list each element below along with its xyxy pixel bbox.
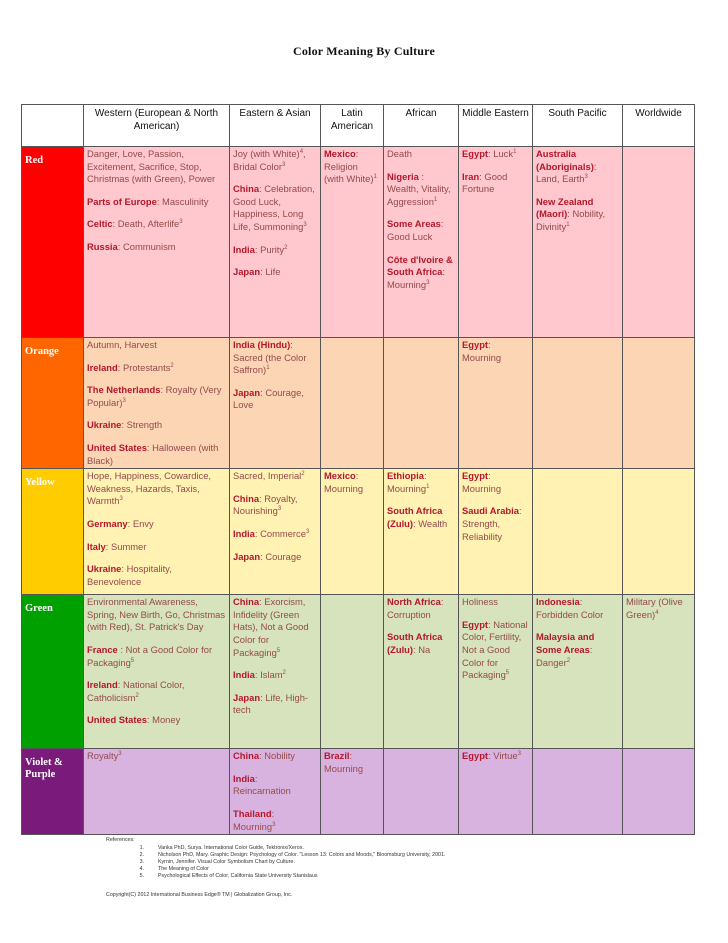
- meaning-text: : Strength, Reliability: [462, 505, 522, 542]
- reference-superscript: 1: [426, 483, 430, 490]
- meaning-text: : Envy: [127, 517, 154, 529]
- region-name: China: [233, 750, 260, 762]
- reference-superscript: 1: [373, 174, 377, 181]
- meaning-text: : Strength: [121, 419, 163, 431]
- region-name: Iran: [462, 170, 480, 182]
- color-label-cell: Orange: [22, 338, 84, 469]
- region-name: North Africa: [387, 596, 441, 608]
- meaning-text: : Nobility, Divinity: [536, 208, 606, 232]
- header-cell-eastern: Eastern & Asian: [230, 105, 321, 147]
- meaning-paragraph: [87, 419, 226, 432]
- meaning-cell: [459, 469, 533, 595]
- reference-superscript: 3: [118, 751, 122, 758]
- meaning-text: Joy (with White): [233, 148, 300, 159]
- meaning-paragraph: [87, 470, 226, 508]
- meaning-paragraph: [536, 148, 619, 186]
- meaning-paragraph: [87, 644, 226, 669]
- meaning-paragraph: [387, 254, 455, 292]
- meaning-text: Sacred, Imperial: [233, 470, 302, 482]
- meaning-paragraph: [233, 183, 317, 233]
- reference-superscript: 1: [513, 149, 517, 155]
- reference-superscript: 3: [277, 506, 282, 513]
- meaning-paragraph: [87, 362, 226, 375]
- reference-superscript: 1: [266, 365, 270, 372]
- meaning-cell: [533, 338, 623, 469]
- meaning-paragraph: [536, 196, 619, 234]
- reference-item: [106, 845, 445, 852]
- meaning-cell: [84, 469, 230, 595]
- reference-item: [106, 859, 445, 866]
- meaning-cell: [459, 338, 533, 469]
- meaning-paragraph: [626, 596, 691, 621]
- meaning-cell: [230, 749, 321, 835]
- meaning-cell: [321, 147, 384, 338]
- meaning-paragraph: [462, 750, 529, 763]
- meaning-paragraph: [233, 773, 317, 798]
- meaning-paragraph: [536, 631, 619, 669]
- region-name: India: [233, 772, 255, 784]
- region-name: India (Hindu): [233, 339, 291, 350]
- meaning-text: : Islam: [254, 669, 283, 681]
- region-name: France: [87, 643, 118, 655]
- reference-superscript: 2: [284, 244, 288, 251]
- region-name: Parts of Europe: [87, 195, 157, 207]
- reference-superscript: 2: [135, 692, 139, 699]
- region-name: China: [233, 492, 260, 504]
- region-name: Some Areas: [387, 218, 441, 230]
- meaning-paragraph: [387, 171, 455, 209]
- meaning-cell: [533, 469, 623, 595]
- reference-superscript: 3: [281, 161, 286, 168]
- region-name: China: [233, 596, 260, 608]
- region-name: South Africa (Zulu): [387, 505, 443, 529]
- meaning-paragraph: [233, 669, 317, 682]
- meaning-paragraph: [324, 148, 380, 186]
- meaning-paragraph: [87, 339, 226, 352]
- meaning-cell: [459, 147, 533, 338]
- meaning-cell: [84, 338, 230, 469]
- header-cell-latin: Latin American: [321, 105, 384, 147]
- color-label-cell: Yellow: [22, 469, 84, 595]
- meaning-text: Death: [387, 148, 413, 159]
- meaning-cell: [84, 595, 230, 749]
- meaning-text: : Reincarnation: [233, 772, 291, 797]
- reference-superscript: 3: [305, 528, 310, 535]
- reference-superscript: 3: [122, 397, 126, 404]
- region-name: Russia: [87, 240, 118, 252]
- meaning-text: : Courage, Love: [233, 386, 304, 411]
- meaning-paragraph: [87, 241, 226, 254]
- meaning-text: : Mourning: [324, 750, 364, 774]
- reference-text: Vanka PhD, Surya. International Color Guide, Tektronix/Xerox.: [158, 844, 304, 851]
- meaning-paragraph: [233, 339, 317, 377]
- table-row: [22, 469, 695, 595]
- meaning-text: : Sacred (the Color Saffron): [233, 339, 307, 376]
- meaning-cell: [533, 147, 623, 338]
- meaning-paragraph: [87, 196, 226, 209]
- header-row: [22, 105, 695, 147]
- header-cell-south-pacific: South Pacific: [533, 105, 623, 147]
- region-name: Celtic: [87, 218, 113, 230]
- meaning-cell: [623, 338, 695, 469]
- references-heading: References:: [106, 837, 135, 843]
- region-name: Germany: [87, 517, 128, 529]
- meaning-paragraph: [233, 808, 317, 833]
- meaning-text: : Protestants: [117, 361, 171, 373]
- meaning-paragraph: [87, 442, 226, 467]
- meaning-paragraph: [87, 596, 226, 634]
- reference-number: 5.: [139, 872, 144, 879]
- meaning-cell: [321, 338, 384, 469]
- meaning-paragraph: [87, 148, 226, 186]
- meaning-text: : Commerce: [254, 527, 306, 539]
- meaning-cell: [533, 595, 623, 749]
- reference-text: Nicholson PhD, Mary. Graphic Design: Psychology of Color. "Lesson 13: Colors and Moods," Bloomsburg University, 2001.: [158, 851, 446, 858]
- meaning-paragraph: [87, 563, 226, 588]
- meaning-paragraph: [536, 596, 619, 621]
- meaning-text: : Good Luck: [387, 218, 444, 242]
- region-name: China: [233, 183, 260, 195]
- meaning-text: : Na: [413, 643, 431, 655]
- meaning-text: : Hospitality, Benevolence: [87, 563, 172, 587]
- reference-superscript: 3: [119, 496, 123, 503]
- page-title: Color Meaning By Culture: [292, 44, 436, 58]
- reference-item: [106, 852, 445, 859]
- meaning-cell: [84, 749, 230, 835]
- reference-number: 3.: [139, 858, 144, 865]
- reference-number: 1.: [139, 844, 144, 851]
- reference-superscript: 2: [282, 670, 286, 677]
- meaning-paragraph: [233, 470, 317, 483]
- meaning-text: : Luck: [488, 148, 514, 159]
- meaning-text: : Forbidden Color: [536, 596, 604, 620]
- region-name: Egypt: [462, 148, 489, 159]
- region-name: United States: [87, 714, 147, 726]
- meaning-paragraph: [387, 470, 455, 495]
- meaning-paragraph: [87, 750, 226, 763]
- meaning-text: : Mourning: [387, 470, 427, 494]
- meaning-cell: [384, 147, 459, 338]
- meaning-cell: [384, 338, 459, 469]
- region-name: Ukraine: [87, 419, 122, 431]
- region-name: Thailand: [233, 807, 272, 819]
- reference-superscript: 5: [505, 670, 510, 677]
- reference-superscript: 3: [426, 279, 430, 286]
- meaning-text: : Exorcism, Infidelity (Green Hats), Not a Good Color for Packaging: [233, 596, 309, 658]
- reference-text: Kyrnin, Jennifer. Visual Color Symbolism Chart by Culture.: [158, 858, 295, 865]
- region-name: India: [233, 243, 255, 255]
- meaning-cell: [384, 469, 459, 595]
- meaning-text: : Corruption: [387, 596, 444, 620]
- meaning-paragraph: [387, 596, 455, 621]
- meaning-cell: [230, 595, 321, 749]
- meaning-cell: [321, 595, 384, 749]
- region-name: Brazil: [324, 750, 350, 762]
- meaning-paragraph: [462, 470, 529, 495]
- meaning-text: : Good Fortune: [462, 170, 508, 195]
- meaning-text: : Mourning: [233, 807, 275, 832]
- meaning-text: Environmental Awareness, Spring, New Birth, Go, Christmas (with Red), St. Patrick's Day: [87, 596, 226, 633]
- meaning-cell: [384, 595, 459, 749]
- meaning-paragraph: [324, 750, 380, 775]
- meaning-text: : Virtue: [488, 750, 518, 762]
- meaning-cell: [623, 749, 695, 835]
- header-cell-african: African: [384, 105, 459, 147]
- meaning-cell: [230, 469, 321, 595]
- meaning-paragraph: [387, 148, 455, 161]
- meaning-text: : Royalty, Nourishing: [233, 492, 298, 517]
- region-name: Mexico: [324, 148, 356, 159]
- meaning-text: Hope, Happiness, Cowardice, Weakness, Hazards, Taxis, Warmth: [87, 470, 212, 507]
- meaning-paragraph: [87, 679, 226, 704]
- meaning-text: , Bridal Color: [233, 148, 306, 172]
- meaning-paragraph: [233, 266, 317, 279]
- meaning-cell: [459, 595, 533, 749]
- region-name: Japan: [233, 266, 261, 278]
- region-name: Saudi Arabia: [462, 505, 519, 517]
- region-name: United States: [87, 441, 147, 453]
- meaning-paragraph: [462, 505, 529, 543]
- reference-superscript: 3: [179, 219, 183, 226]
- meaning-cell: [230, 338, 321, 469]
- region-name: Japan: [233, 550, 261, 562]
- meaning-paragraph: [233, 551, 317, 564]
- meaning-text: : Celebration, Good Luck, Happiness, Long Life, Summoning: [233, 183, 315, 232]
- reference-superscript: 3: [272, 821, 276, 828]
- meaning-paragraph: [462, 619, 529, 682]
- region-name: Côte d'Ivoire & South Africa: [387, 253, 453, 278]
- meaning-text: Holiness: [462, 596, 498, 608]
- region-name: Ireland: [87, 679, 118, 691]
- meaning-cell: [459, 749, 533, 835]
- meaning-cell: [321, 749, 384, 835]
- reference-text: The Meaning of Color: [158, 865, 209, 872]
- meaning-cell: [230, 147, 321, 338]
- reference-item: [106, 866, 445, 873]
- region-name: Egypt: [462, 750, 489, 762]
- header-cell-western: Western (European & North American): [84, 105, 230, 147]
- meaning-paragraph: [324, 470, 380, 495]
- meaning-text: : Courage: [260, 550, 302, 562]
- meaning-text: : Life, High-tech: [233, 691, 309, 716]
- region-name: Ireland: [87, 361, 118, 373]
- meaning-paragraph: [387, 218, 455, 243]
- color-label-cell: Green: [22, 595, 84, 749]
- meaning-text: : Masculinity: [156, 195, 209, 207]
- meaning-text: : Mourning: [387, 266, 445, 290]
- meaning-text: : National Color, Catholicism: [87, 679, 185, 703]
- reference-item: [106, 873, 445, 880]
- region-name: South Africa (Zulu): [387, 631, 443, 655]
- meaning-text: : Land, Earth: [536, 160, 597, 185]
- copyright-text: Copyright(C) 2012 International Business Edge® TM | Globalization Group, Inc.: [106, 892, 293, 898]
- reference-superscript: 3: [303, 221, 307, 228]
- meaning-cell: [623, 469, 695, 595]
- meaning-cell: [84, 147, 230, 338]
- region-name: The Netherlands: [87, 384, 161, 396]
- meaning-paragraph: [387, 631, 455, 656]
- region-name: Australia (Aboriginals): [536, 148, 594, 172]
- region-name: Ethiopia: [387, 470, 424, 482]
- meaning-text: : Halloween (with Black): [87, 441, 219, 466]
- region-name: Indonesia: [536, 596, 580, 608]
- meaning-text: : Danger: [536, 643, 593, 668]
- meaning-paragraph: [87, 384, 226, 409]
- reference-superscript: 1: [433, 196, 438, 203]
- reference-superscript: 5: [276, 647, 281, 654]
- color-label-cell: Violet & Purple: [22, 749, 84, 835]
- region-name: Nigeria: [387, 170, 419, 182]
- meaning-text: : Mourning: [462, 339, 502, 363]
- meaning-cell: [533, 749, 623, 835]
- meaning-text: : Life: [260, 266, 281, 278]
- meaning-text: Royalty: [87, 750, 119, 762]
- meaning-paragraph: [233, 148, 317, 173]
- region-name: Egypt: [462, 470, 489, 482]
- region-name: Ukraine: [87, 563, 122, 575]
- reference-number: 2.: [139, 851, 144, 858]
- meaning-paragraph: [87, 541, 226, 554]
- region-name: Japan: [233, 386, 261, 398]
- meaning-text: : Mourning: [462, 470, 502, 494]
- meaning-text: : Wealth, Vitality, Aggression: [387, 170, 451, 207]
- reference-superscript: 1: [566, 221, 570, 228]
- region-name: India: [233, 669, 255, 681]
- meaning-paragraph: [233, 244, 317, 257]
- meaning-paragraph: [462, 339, 529, 364]
- meaning-text: : Summer: [105, 540, 147, 552]
- region-name: Malaysia and Some Areas: [536, 631, 595, 655]
- reference-superscript: 2: [301, 471, 305, 478]
- meaning-text: : Mourning: [324, 470, 364, 494]
- reference-number: 4.: [139, 865, 144, 872]
- meaning-paragraph: [233, 528, 317, 541]
- meaning-text: : Wealth: [413, 517, 448, 529]
- meaning-text: : Money: [146, 714, 181, 726]
- meaning-text: : Not a Good Color for Packaging: [87, 643, 213, 668]
- header-cell-middle-eastern: Middle Eastern: [459, 105, 533, 147]
- meaning-text: Danger, Love, Passion, Excitement, Sacrifice, Stop, Christmas (with Green), Power: [87, 148, 216, 185]
- meaning-paragraph: [233, 692, 317, 717]
- meaning-paragraph: [87, 218, 226, 231]
- header-cell-corner: [22, 105, 84, 147]
- table-row: [22, 147, 695, 338]
- table-row: [22, 595, 695, 749]
- region-name: Egypt: [462, 618, 489, 630]
- meaning-cell: [384, 749, 459, 835]
- meaning-text: : Communism: [117, 240, 176, 252]
- meaning-cell: [623, 595, 695, 749]
- reference-superscript: 3: [517, 751, 521, 758]
- meaning-text: : National Color, Fertility, Not a Good Color for Packaging: [462, 618, 528, 681]
- table-row: [22, 338, 695, 469]
- meaning-paragraph: [462, 171, 529, 196]
- reference-text: Psychological Effects of Color, California State University Stanislaus: [158, 872, 318, 879]
- meaning-text: : Royalty (Very Popular): [87, 384, 222, 408]
- region-name: New Zealand (Maori): [536, 195, 594, 220]
- meaning-paragraph: [87, 714, 226, 727]
- color-meaning-table: [21, 104, 695, 835]
- reference-superscript: 3: [584, 174, 588, 181]
- region-name: Mexico: [324, 470, 356, 482]
- reference-superscript: 2: [170, 362, 174, 369]
- meaning-paragraph: [462, 148, 529, 161]
- meaning-paragraph: [233, 387, 317, 412]
- meaning-paragraph: [233, 750, 317, 763]
- meaning-text: : Death, Afterlife: [112, 218, 180, 230]
- reference-superscript: 5: [130, 657, 135, 664]
- meaning-paragraph: [233, 596, 317, 659]
- meaning-text: : Nobility: [259, 750, 295, 762]
- header-cell-worldwide: Worldwide: [623, 105, 695, 147]
- meaning-cell: [623, 147, 695, 338]
- region-name: Egypt: [462, 339, 489, 350]
- reference-superscript: 2: [566, 657, 571, 664]
- region-name: India: [233, 527, 255, 539]
- references: [106, 837, 445, 879]
- meaning-text: Autumn, Harvest: [87, 339, 157, 350]
- meaning-text: : Purity: [254, 243, 285, 255]
- meaning-paragraph: [387, 505, 455, 530]
- color-label-cell: Red: [22, 147, 84, 338]
- meaning-paragraph: [462, 596, 529, 609]
- meaning-text: : Religion (with White): [324, 148, 374, 185]
- meaning-paragraph: [87, 518, 226, 531]
- meaning-text: Military (Olive Green): [626, 596, 683, 620]
- table-row: [22, 749, 695, 835]
- meaning-cell: [321, 469, 384, 595]
- reference-superscript: 4: [655, 609, 659, 616]
- region-name: Japan: [233, 691, 261, 703]
- region-name: Italy: [87, 540, 106, 552]
- meaning-paragraph: [233, 493, 317, 518]
- reference-superscript: 4: [299, 149, 304, 155]
